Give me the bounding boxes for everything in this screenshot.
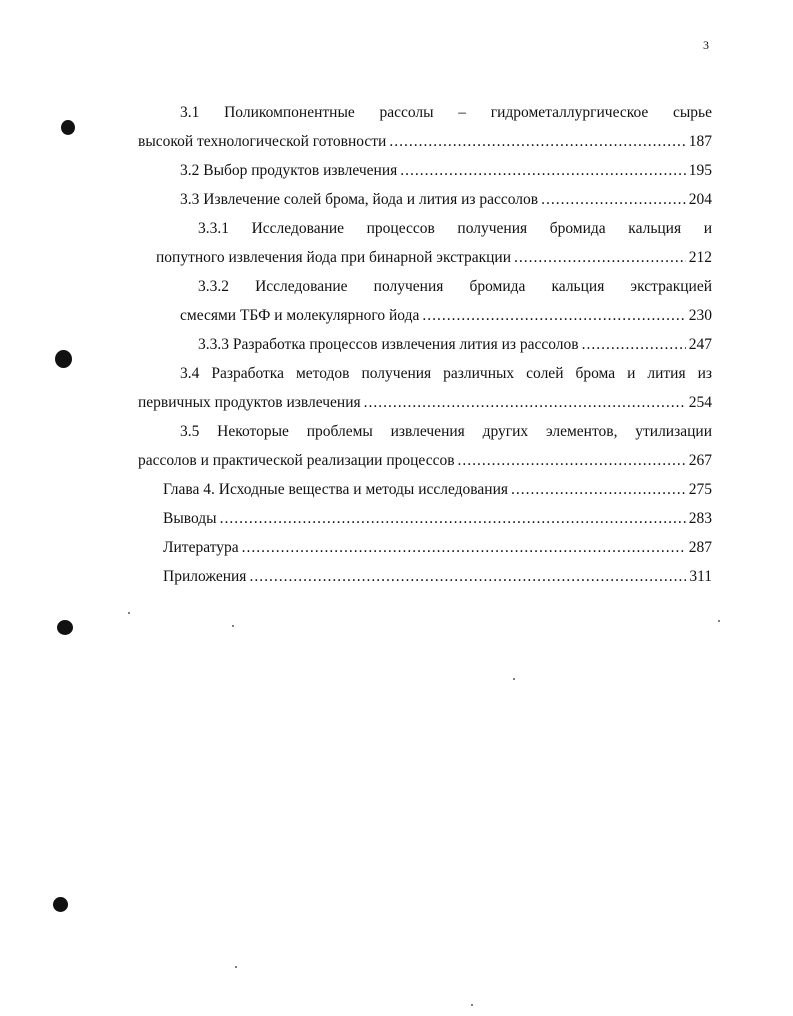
scan-speck — [718, 620, 720, 622]
toc-entry-text: Выводы — [163, 510, 217, 527]
toc-entry-3-3-2-line1: 3.3.2 Исследование получения бромида кальция экстракцией — [198, 278, 712, 295]
leader-dots — [541, 189, 686, 211]
leader-dots — [249, 566, 686, 588]
toc-entry-text: первичных продуктов извлечения — [138, 394, 361, 411]
toc-page-number: 283 — [688, 510, 712, 527]
toc-page-number: 247 — [688, 336, 712, 353]
scan-speck — [232, 625, 234, 627]
toc-entry-text: 3.3.3 Разработка процессов извлечения лития из рассолов — [198, 336, 579, 353]
toc-entry-3-3-3 — [198, 334, 712, 356]
leader-dots — [458, 450, 686, 472]
toc-entry-text: смесями ТБФ и молекулярного йода — [180, 307, 420, 324]
toc-page-number: 230 — [688, 307, 712, 324]
toc-entry-3-1 — [138, 131, 712, 153]
leader-dots — [514, 247, 686, 269]
scan-speck — [471, 1004, 473, 1006]
toc-entry-3-2 — [180, 160, 712, 182]
scan-speck — [128, 612, 130, 614]
toc-entry-text: 3.3 Извлечение солей брома, йода и лития из рассолов — [180, 191, 539, 208]
toc-page-number: 187 — [688, 133, 712, 150]
scan-speck — [513, 678, 515, 680]
leader-dots — [242, 537, 686, 559]
toc-entry-3-3-1-line1: 3.3.1 Исследование процессов получения бромида кальция и — [198, 220, 712, 237]
toc-page-number: 287 — [688, 539, 712, 556]
punch-hole-mark — [55, 350, 72, 368]
leader-dots — [511, 479, 686, 501]
scan-speck — [235, 966, 237, 968]
toc-entry-text: рассолов и практической реализации процессов — [138, 452, 455, 469]
toc-entry-3-5-line1: 3.5 Некоторые проблемы извлечения других элементов, утилизации — [180, 423, 712, 440]
toc-page-number: 267 — [688, 452, 712, 469]
page-number: 3 — [703, 38, 709, 52]
toc-entry-conclusions — [163, 508, 712, 530]
toc-page-number: 311 — [689, 568, 712, 585]
toc-page-number: 275 — [688, 481, 712, 498]
toc-entry-appendices — [163, 566, 712, 588]
punch-hole-mark — [61, 120, 75, 135]
toc-entry-text: высокой технологической готовности — [138, 133, 387, 150]
leader-dots — [582, 334, 686, 356]
leader-dots — [400, 160, 686, 182]
leader-dots — [364, 392, 686, 414]
toc-entry-text: Приложения — [163, 568, 247, 585]
toc-entry-3-4 — [138, 392, 712, 414]
toc-entry-3-1-line1: 3.1 Поликомпонентные рассолы – гидрометаллургическое сырье — [180, 104, 712, 121]
toc-page-number: 254 — [688, 394, 712, 411]
toc-entry-literature — [163, 537, 712, 559]
toc-entry-3-5 — [138, 450, 712, 472]
leader-dots — [389, 131, 685, 153]
leader-dots — [220, 508, 686, 530]
toc-entry-text: попутного извлечения йода при бинарной экстракции — [156, 249, 511, 266]
toc-entry-text: Глава 4. Исходные вещества и методы исследования — [163, 481, 509, 498]
toc-page-number: 212 — [688, 249, 712, 266]
toc-page-number: 204 — [688, 191, 712, 208]
toc-entry-text: Литература — [163, 539, 239, 556]
toc-entry-3-3 — [180, 189, 712, 211]
toc-entry-3-4-line1: 3.4 Разработка методов получения различных солей брома и лития из — [180, 365, 712, 382]
toc-entry-chapter-4 — [163, 479, 712, 501]
punch-hole-mark — [57, 620, 73, 635]
punch-hole-mark — [53, 897, 68, 912]
leader-dots — [422, 305, 685, 327]
toc-entry-text: 3.2 Выбор продуктов извлечения — [180, 162, 398, 179]
toc-page-number: 195 — [688, 162, 712, 179]
toc-entry-3-3-1 — [156, 247, 712, 269]
toc-entry-3-3-2 — [180, 305, 712, 327]
